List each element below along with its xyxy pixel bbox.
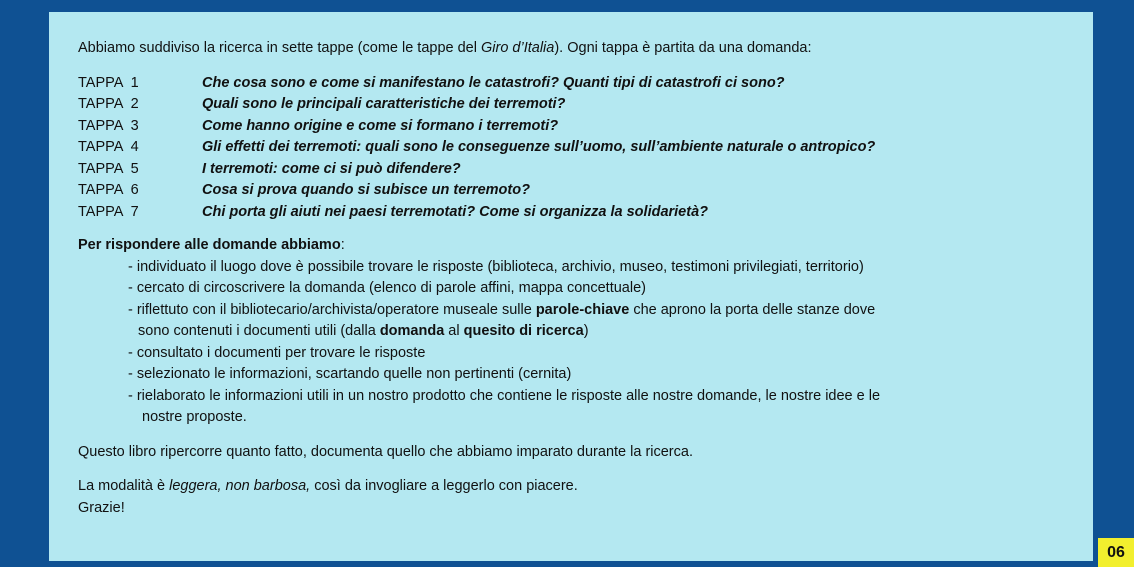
stage-label: TAPPA 2 <box>78 96 139 112</box>
modalita-after: così da invogliare a leggerlo con piacere. <box>310 478 578 494</box>
method-list <box>78 257 1065 429</box>
stage-question: Cosa si prova quando si subisce un terremoto? <box>202 182 530 198</box>
method-item-part: - riflettuto con il bibliotecario/archivista/operatore museale sulle <box>128 301 536 318</box>
method-item <box>128 300 1065 343</box>
keyword-quesito: quesito di ricerca <box>463 323 584 339</box>
method-item-part: al <box>444 323 464 339</box>
stage-question: Gli effetti dei terremoti: quali sono le conseguenze sull’uomo, sull’ambiente naturale o antropico? <box>202 139 876 155</box>
stage-question: Come hanno origine e come si formano i terremoti? <box>202 117 559 134</box>
method-item: - cercato di circoscrivere la domanda (elenco di parole affini, mappa concettuale) <box>128 280 646 296</box>
intro-italic: Giro d’Italia <box>481 40 555 56</box>
closing-text: Questo libro ripercorre quanto fatto, documenta quello che abbiamo imparato durante la ricerca. <box>78 443 693 460</box>
modalita-text <box>78 476 1065 519</box>
page-number-badge: 06 <box>1098 538 1134 567</box>
method-item-part: che aprono la porta delle stanze dove <box>629 301 876 318</box>
method-item <box>128 386 1065 429</box>
method-item-part: sono contenuti i documenti utili (dalla <box>138 323 380 339</box>
method-heading-colon: : <box>340 237 345 253</box>
method-section <box>78 235 1065 429</box>
method-item: - selezionato le informazioni, scartando quelle non pertinenti (cernita) <box>128 366 572 382</box>
stage-label: TAPPA 7 <box>78 203 139 220</box>
method-item-continuation: nostre proposte. <box>142 409 247 425</box>
keyword-parole-chiave: parole-chiave <box>535 301 630 318</box>
stage-label: TAPPA 3 <box>78 117 139 134</box>
method-item-continuation <box>128 321 1065 343</box>
stage-label: TAPPA 6 <box>78 182 139 198</box>
stage-label: TAPPA 4 <box>78 139 139 155</box>
keyword-domanda: domanda <box>379 323 445 339</box>
stage-question: I terremoti: come ci si può difendere? <box>202 160 461 177</box>
stages-list <box>78 73 1065 224</box>
stage-question: Che cosa sono e come si manifestano le catastrofi? Quanti tipi di catastrofi ci sono? <box>202 74 785 91</box>
intro-before: Abbiamo suddiviso la ricerca in sette tappe (come le tappe del <box>78 40 481 56</box>
intro-after: ). Ogni tappa è partita da una domanda: <box>554 40 812 56</box>
content-card <box>49 12 1093 561</box>
method-item: - consultato i documenti per trovare le risposte <box>128 344 426 361</box>
stage-label: TAPPA 1 <box>78 74 139 91</box>
stage-label: TAPPA 5 <box>78 160 139 177</box>
method-heading <box>78 235 1065 257</box>
intro-text <box>78 38 1065 60</box>
method-item-part: ) <box>583 323 589 339</box>
thanks-text: Grazie! <box>78 499 125 516</box>
method-item-part: - rielaborato le informazioni utili in un nostro prodotto che contiene le risposte alle nostre domande, le nostre idee e le <box>128 387 881 404</box>
stage-question: Chi porta gli aiuti nei paesi terremotati? Come si organizza la solidarietà? <box>202 203 708 220</box>
method-heading-text: Per rispondere alle domande abbiamo <box>78 237 341 253</box>
method-item: - individuato il luogo dove è possibile trovare le risposte (biblioteca, archivio, museo, testimoni privilegiati, territorio) <box>128 258 864 275</box>
modalita-before: La modalità è <box>78 478 170 494</box>
modalita-italic: leggera, non barbosa, <box>169 478 311 494</box>
stage-question: Quali sono le principali caratteristiche dei terremoti? <box>202 96 566 112</box>
